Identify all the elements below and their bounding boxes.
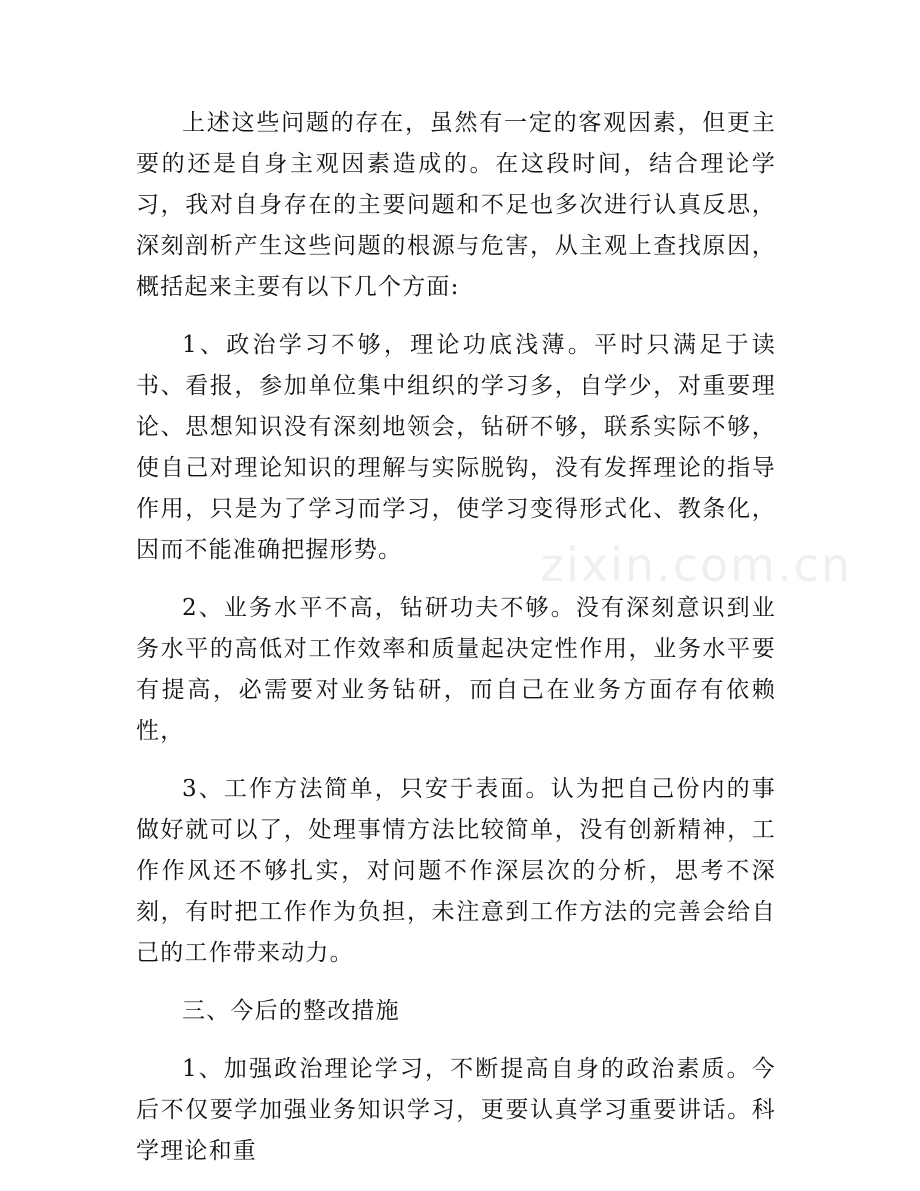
paragraph-causes-intro: 上述这些问题的存在，虽然有一定的客观因素，但更主要的还是自身主观因素造成的。在这段时间，结合理论学习，我对自身存在的主要问题和不足也多次进行认真反思，深刻剖析产生这些问题的根源与危害，从主观上查找原因，概括起来主要有以下几个方面:: [136, 110, 776, 300]
watermark-text: zixin.com.cn: [540, 538, 853, 592]
paragraph-rectification-1: 1、加强政治理论学习，不断提高自身的政治素质。今后不仅要学加强业务知识学习，更要认真学习重要讲话。科学理论和重: [136, 1056, 776, 1164]
paragraph-item-3-work-method: 3、工作方法简单，只安于表面。认为把自己份内的事做好就可以了，处理事情方法比较简单，没有创新精神，工作作风还不够扎实，对问题不作深层次的分析，思考不深刻，有时把工作作为负担，未注意到工作方法的完善会给自己的工作带来动力。: [136, 776, 776, 966]
document-body: [136, 103, 776, 1189]
paragraph-item-2-business-level: 2、业务水平不高，钻研功夫不够。没有深刻意识到业务水平的高低对工作效率和质量起决定性作用，业务水平要有提高，必需要对业务钻研，而自己在业务方面存有依赖性，: [136, 595, 776, 744]
paragraph-item-1-political-study: 1、政治学习不够，理论功底浅薄。平时只满足于读书、看报，参加单位集中组织的学习多，自学少，对重要理论、思想知识没有深刻地领会，钻研不够，联系实际不够，使自己对理论知识的理解与实际脱钩，没有发挥理论的指导作用，只是为了学习而学习，使学习变得形式化、教条化，因而不能准确把握形势。: [136, 332, 776, 563]
section-heading-rectification: 三、今后的整改措施: [182, 998, 400, 1024]
